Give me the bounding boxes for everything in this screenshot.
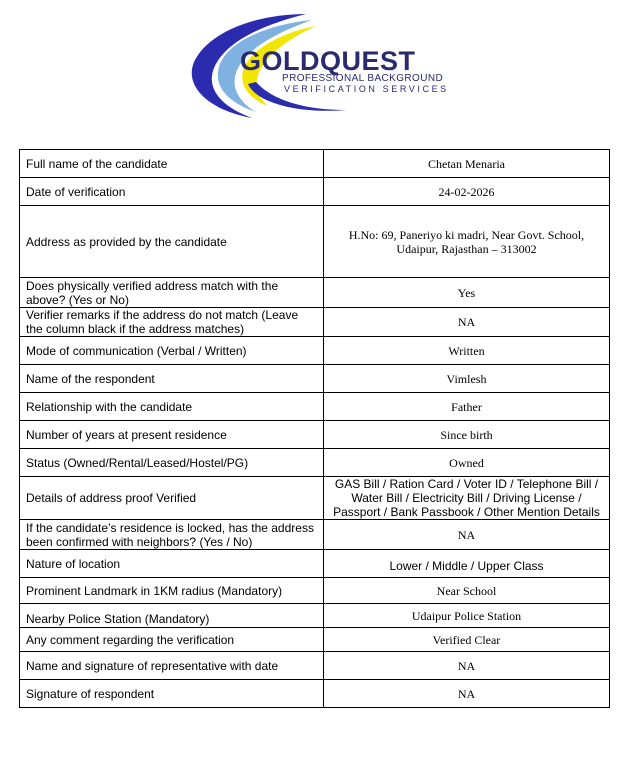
row-value: Since birth: [324, 421, 610, 449]
row-label: If the candidate’s residence is locked, has the address been confirmed with neighbors? (Yes / No): [20, 520, 324, 550]
row-label: Any comment regarding the verification: [20, 628, 324, 652]
row-value: Udaipur Police Station: [324, 604, 610, 628]
table-row: [20, 520, 610, 550]
brand-tagline-secondary: VERIFICATION SERVICES: [284, 84, 449, 94]
brand-name: GOLDQUEST: [240, 46, 416, 76]
row-value: Owned: [324, 449, 610, 477]
row-label: Name and signature of representative with date: [20, 652, 324, 680]
row-label: Verifier remarks if the address do not match (Leave the column black if the address matches): [20, 308, 324, 337]
row-label: Nearby Police Station (Mandatory): [20, 604, 324, 628]
row-value: NA: [324, 308, 610, 337]
row-value: Vimlesh: [324, 365, 610, 393]
table-row: [20, 337, 610, 365]
table-row: [20, 578, 610, 604]
row-value: NA: [324, 680, 610, 708]
table-row: [20, 150, 610, 178]
table-row: [20, 628, 610, 652]
row-value: Chetan Menaria: [324, 150, 610, 178]
row-value: NA: [324, 520, 610, 550]
row-value: NA: [324, 652, 610, 680]
table-row: [20, 393, 610, 421]
table-row: [20, 365, 610, 393]
row-label: Signature of respondent: [20, 680, 324, 708]
row-label: Details of address proof Verified: [20, 477, 324, 520]
table-row: [20, 449, 610, 477]
row-label: Name of the respondent: [20, 365, 324, 393]
verification-table: [19, 149, 610, 708]
row-label: Date of verification: [20, 178, 324, 206]
table-row: [20, 421, 610, 449]
row-label: Number of years at present residence: [20, 421, 324, 449]
row-label: Prominent Landmark in 1KM radius (Mandatory): [20, 578, 324, 604]
table-row: [20, 680, 610, 708]
row-value: GAS Bill / Ration Card / Voter ID / Telephone Bill / Water Bill / Electricity Bill / Driving License / Passport / Bank Passbook / Other Mention Details: [324, 477, 610, 520]
row-label: Address as provided by the candidate: [20, 206, 324, 278]
row-value: Written: [324, 337, 610, 365]
row-label: Full name of the candidate: [20, 150, 324, 178]
row-value: Lower / Middle / Upper Class: [324, 550, 610, 578]
row-value: Verified Clear: [324, 628, 610, 652]
row-value: H.No: 69, Paneriyo ki madri, Near Govt. School, Udaipur, Rajasthan – 313002: [324, 206, 610, 278]
table-row: [20, 652, 610, 680]
row-label: Nature of location: [20, 550, 324, 578]
row-label: Does physically verified address match with the above? (Yes or No): [20, 278, 324, 308]
brand-tagline: PROFESSIONAL BACKGROUND: [282, 73, 444, 84]
table-row: [20, 604, 610, 628]
table-row: [20, 178, 610, 206]
row-value: Yes: [324, 278, 610, 308]
table-row: [20, 308, 610, 337]
row-label: Relationship with the candidate: [20, 393, 324, 421]
row-label: Status (Owned/Rental/Leased/Hostel/PG): [20, 449, 324, 477]
row-value: Father: [324, 393, 610, 421]
table-row: [20, 278, 610, 308]
table-row: [20, 206, 610, 278]
table-row: [20, 550, 610, 578]
table-row: [20, 477, 610, 520]
row-value: Near School: [324, 578, 610, 604]
goldquest-logo: [186, 10, 449, 120]
row-label: Mode of communication (Verbal / Written): [20, 337, 324, 365]
row-value: 24-02-2026: [324, 178, 610, 206]
